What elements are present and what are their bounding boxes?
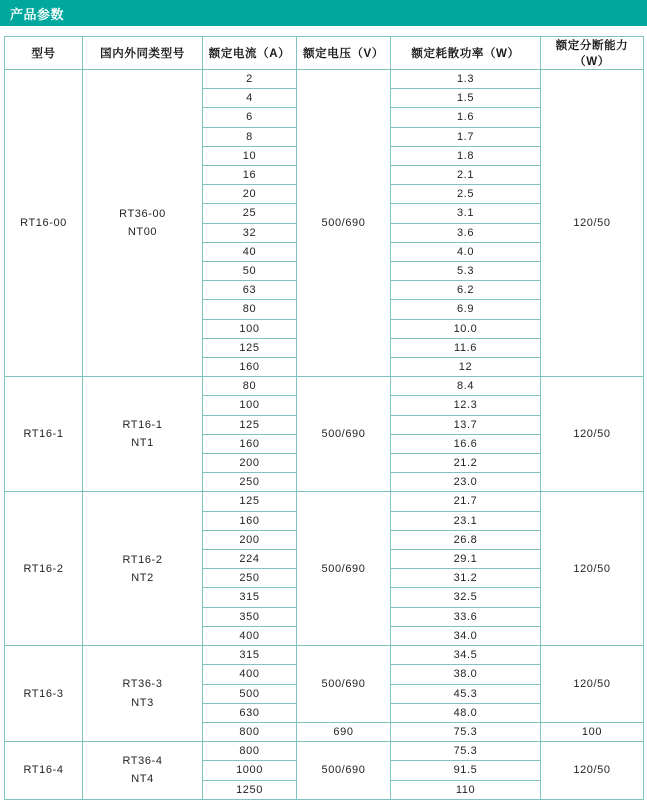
cell-power-dissipation: 33.6 (391, 607, 541, 626)
cell-power-dissipation: 10.0 (391, 319, 541, 338)
cell-power-dissipation: 8.4 (391, 377, 541, 396)
cell-equivalent-model (83, 70, 203, 377)
cell-breaking-capacity: 100 (541, 722, 644, 741)
cell-power-dissipation: 1.8 (391, 146, 541, 165)
cell-rated-current: 125 (203, 338, 297, 357)
cell-model: RT16-1 (5, 377, 83, 492)
cell-rated-current: 80 (203, 300, 297, 319)
cell-power-dissipation: 34.5 (391, 646, 541, 665)
cell-power-dissipation: 29.1 (391, 550, 541, 569)
table-row (5, 492, 644, 511)
cell-power-dissipation: 21.2 (391, 454, 541, 473)
cell-rated-current: 25 (203, 204, 297, 223)
cell-rated-current: 160 (203, 434, 297, 453)
cell-power-dissipation: 34.0 (391, 626, 541, 645)
cell-model: RT16-00 (5, 70, 83, 377)
column-header-voltage: 额定电压（V） (297, 37, 391, 70)
cell-rated-voltage: 500/690 (297, 646, 391, 723)
cell-rated-current: 100 (203, 319, 297, 338)
section-title-bar (0, 0, 647, 26)
equivalent-model-line: NT4 (131, 773, 154, 786)
cell-rated-current: 200 (203, 530, 297, 549)
cell-power-dissipation: 1.7 (391, 127, 541, 146)
cell-power-dissipation: 6.9 (391, 300, 541, 319)
cell-rated-current: 1000 (203, 761, 297, 780)
cell-rated-voltage: 500/690 (297, 492, 391, 646)
cell-power-dissipation: 4.0 (391, 242, 541, 261)
table-header-row (5, 37, 644, 70)
cell-rated-current: 125 (203, 415, 297, 434)
cell-power-dissipation: 23.0 (391, 473, 541, 492)
equivalent-model-line: RT16-2 (122, 553, 163, 566)
cell-power-dissipation: 32.5 (391, 588, 541, 607)
cell-power-dissipation: 2.5 (391, 185, 541, 204)
cell-rated-current: 200 (203, 454, 297, 473)
cell-rated-current: 350 (203, 607, 297, 626)
cell-power-dissipation: 12.3 (391, 396, 541, 415)
cell-power-dissipation: 6.2 (391, 281, 541, 300)
cell-equivalent-model (83, 646, 203, 742)
cell-power-dissipation: 75.3 (391, 742, 541, 761)
equivalent-model-line: RT36-3 (122, 678, 163, 691)
cell-power-dissipation: 75.3 (391, 722, 541, 741)
cell-breaking-capacity: 120/50 (541, 377, 644, 492)
cell-power-dissipation: 23.1 (391, 511, 541, 530)
table-row (5, 742, 644, 761)
cell-rated-current: 800 (203, 742, 297, 761)
column-header-current: 额定电流（A） (203, 37, 297, 70)
table-header (5, 37, 644, 70)
cell-rated-current: 2 (203, 70, 297, 89)
cell-rated-current: 400 (203, 626, 297, 645)
page-title: 产品参数 (10, 6, 65, 22)
cell-rated-current: 80 (203, 377, 297, 396)
cell-breaking-capacity: 120/50 (541, 492, 644, 646)
table-row (5, 646, 644, 665)
cell-equivalent-model (83, 492, 203, 646)
cell-model: RT16-3 (5, 646, 83, 742)
cell-power-dissipation: 5.3 (391, 262, 541, 281)
column-header-equivalent: 国内外同类型号 (83, 37, 203, 70)
cell-power-dissipation: 38.0 (391, 665, 541, 684)
equivalent-model-line: RT16-1 (122, 419, 163, 432)
cell-rated-voltage: 690 (297, 722, 391, 741)
cell-model: RT16-4 (5, 742, 83, 800)
cell-rated-current: 40 (203, 242, 297, 261)
cell-power-dissipation: 3.6 (391, 223, 541, 242)
cell-power-dissipation: 3.1 (391, 204, 541, 223)
cell-rated-voltage: 500/690 (297, 742, 391, 800)
cell-breaking-capacity: 120/50 (541, 646, 644, 723)
equivalent-model-line: NT3 (131, 696, 154, 709)
equivalent-model-line: NT00 (127, 226, 158, 239)
cell-rated-current: 315 (203, 588, 297, 607)
specification-table (4, 36, 644, 800)
table-row (5, 377, 644, 396)
cell-rated-current: 125 (203, 492, 297, 511)
cell-rated-current: 160 (203, 511, 297, 530)
cell-rated-current: 8 (203, 127, 297, 146)
table-body (5, 70, 644, 800)
cell-power-dissipation: 26.8 (391, 530, 541, 549)
cell-power-dissipation: 13.7 (391, 415, 541, 434)
cell-rated-current: 160 (203, 358, 297, 377)
cell-power-dissipation: 45.3 (391, 684, 541, 703)
cell-equivalent-model (83, 742, 203, 800)
equivalent-model-line: NT1 (131, 437, 154, 450)
cell-power-dissipation: 16.6 (391, 434, 541, 453)
cell-power-dissipation: 21.7 (391, 492, 541, 511)
table-row (5, 70, 644, 89)
cell-rated-current: 1250 (203, 780, 297, 799)
cell-rated-voltage: 500/690 (297, 377, 391, 492)
cell-rated-current: 250 (203, 473, 297, 492)
cell-rated-voltage: 500/690 (297, 70, 391, 377)
cell-power-dissipation: 2.1 (391, 166, 541, 185)
cell-power-dissipation: 31.2 (391, 569, 541, 588)
cell-power-dissipation: 91.5 (391, 761, 541, 780)
cell-rated-current: 800 (203, 722, 297, 741)
cell-rated-current: 400 (203, 665, 297, 684)
cell-rated-current: 4 (203, 89, 297, 108)
cell-power-dissipation: 48.0 (391, 703, 541, 722)
cell-power-dissipation: 110 (391, 780, 541, 799)
cell-rated-current: 224 (203, 550, 297, 569)
equivalent-model-line: RT36-00 (119, 207, 166, 220)
cell-power-dissipation: 12 (391, 358, 541, 377)
cell-rated-current: 50 (203, 262, 297, 281)
cell-power-dissipation: 1.5 (391, 89, 541, 108)
column-header-breaking: 额定分断能力（W） (541, 37, 644, 70)
equivalent-model-line: NT2 (131, 571, 154, 584)
cell-rated-current: 500 (203, 684, 297, 703)
cell-rated-current: 250 (203, 569, 297, 588)
cell-power-dissipation: 11.6 (391, 338, 541, 357)
cell-power-dissipation: 1.3 (391, 70, 541, 89)
cell-rated-current: 630 (203, 703, 297, 722)
cell-model: RT16-2 (5, 492, 83, 646)
column-header-model: 型号 (5, 37, 83, 70)
cell-rated-current: 315 (203, 646, 297, 665)
cell-equivalent-model (83, 377, 203, 492)
equivalent-model-line: RT36-4 (122, 755, 163, 768)
cell-rated-current: 100 (203, 396, 297, 415)
column-header-power: 额定耗散功率（W） (391, 37, 541, 70)
cell-power-dissipation: 1.6 (391, 108, 541, 127)
cell-rated-current: 10 (203, 146, 297, 165)
cell-breaking-capacity: 120/50 (541, 70, 644, 377)
cell-rated-current: 32 (203, 223, 297, 242)
cell-breaking-capacity: 120/50 (541, 742, 644, 800)
cell-rated-current: 63 (203, 281, 297, 300)
cell-rated-current: 6 (203, 108, 297, 127)
cell-rated-current: 20 (203, 185, 297, 204)
cell-rated-current: 16 (203, 166, 297, 185)
